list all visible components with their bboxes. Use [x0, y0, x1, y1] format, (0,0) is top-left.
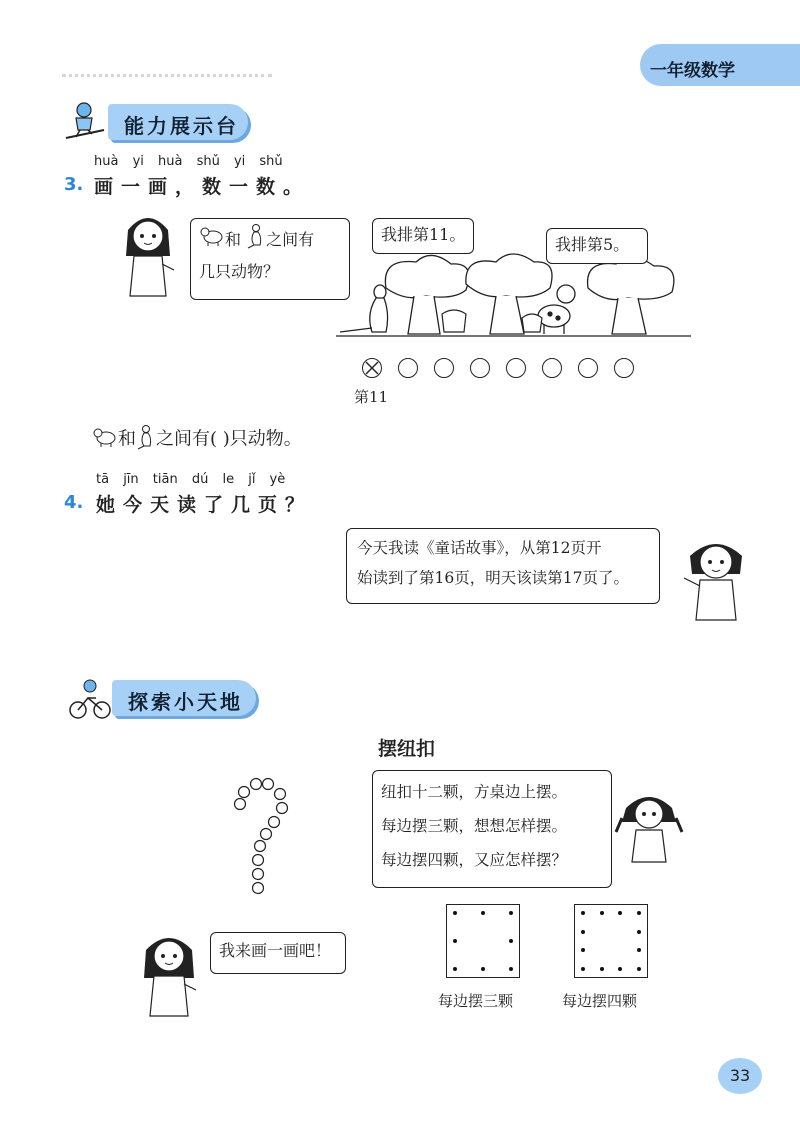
- draw-speech-text: 我来画一画吧！: [219, 941, 332, 960]
- answer-circle[interactable]: [470, 358, 490, 378]
- fill-and: 和: [118, 428, 136, 450]
- speech-and: 和: [225, 230, 242, 249]
- button-dot: [637, 948, 641, 952]
- dog-icon: [199, 225, 225, 256]
- bicycle-icon: [66, 676, 114, 724]
- grade-label: 一年级数学: [650, 61, 735, 81]
- button-dot: [618, 911, 622, 915]
- answer-circle-row: [362, 358, 652, 380]
- girl-figure: [138, 928, 200, 1022]
- button-dot: [481, 911, 485, 915]
- speech-bubble-5: [546, 228, 648, 264]
- answer-circle[interactable]: [542, 358, 562, 378]
- q3-fill-line: [92, 424, 302, 455]
- explore-title: 摆纽扣: [378, 738, 436, 760]
- q3-number: 3.: [64, 174, 84, 195]
- speech-11-text: 我排第11。: [381, 225, 466, 244]
- answer-circle[interactable]: [578, 358, 598, 378]
- answer-circle[interactable]: [614, 358, 634, 378]
- q4-speech-line2: 始读到了第16页，明天该读第17页了。: [357, 569, 629, 587]
- speech-tail: 之间有: [266, 230, 315, 249]
- answer-circle[interactable]: [434, 358, 454, 378]
- explore-speech-line: 纽扣十二颗，方桌边上摆。: [381, 783, 568, 801]
- speech-bubble-11: [372, 218, 474, 254]
- fill-text[interactable]: 之间有( )只动物。: [156, 428, 302, 450]
- q4-speech-line1: 今天我读《童话故事》，从第12页开: [357, 539, 602, 557]
- q3-girl-speech-bubble: [190, 218, 350, 300]
- girl-figure: [118, 208, 178, 304]
- caption-four: 每边摆四颗: [562, 992, 638, 1010]
- button-dot: [509, 939, 513, 943]
- section-title-ability: 能力展示台: [124, 114, 239, 138]
- header-dotted-rule: [62, 74, 272, 77]
- speech-line2: 几只动物？: [199, 262, 280, 281]
- explore-speech-line: 每边摆三颗，想想怎样摆。: [381, 817, 568, 835]
- q4-speech-bubble: [346, 528, 660, 604]
- speech-5-text: 我排第5。: [555, 235, 630, 254]
- q4-question: 她今天读了几页？: [96, 494, 313, 516]
- kangaroo-icon: [246, 223, 266, 258]
- button-dot: [453, 911, 457, 915]
- girl-figure: [616, 788, 682, 868]
- square-four-per-side: [574, 904, 648, 978]
- skier-icon: [62, 100, 110, 148]
- q3-question: 画一画，数一数。: [94, 176, 311, 198]
- button-dot: [581, 930, 585, 934]
- draw-speech-bubble: [210, 932, 346, 974]
- button-dot: [581, 967, 585, 971]
- explore-speech-line: 每边摆四颗，又应怎样摆？: [381, 851, 568, 869]
- button-dot: [453, 939, 457, 943]
- girl-figure: [676, 534, 756, 630]
- dog-icon: [92, 426, 118, 453]
- button-dot: [637, 930, 641, 934]
- tree-3: [588, 257, 674, 334]
- square-three-per-side: [446, 904, 520, 978]
- q4-number: 4.: [64, 492, 84, 513]
- explore-speech-bubble: [372, 770, 612, 888]
- section-title-explore: 探索小天地: [128, 690, 243, 714]
- button-dot: [637, 911, 641, 915]
- caption-three: 每边摆三颗: [438, 992, 514, 1010]
- answer-circle[interactable]: [506, 358, 526, 378]
- button-dot: [481, 967, 485, 971]
- label-11: 第11: [354, 388, 389, 406]
- crossed-circle: [362, 358, 382, 378]
- page-number: 33: [718, 1058, 762, 1094]
- button-dot: [637, 967, 641, 971]
- button-dot: [581, 948, 585, 952]
- kangaroo: [340, 285, 388, 332]
- q3-pinyin: huà yi huà shǔ yi shǔ: [94, 154, 283, 169]
- button-dot: [600, 967, 604, 971]
- q4-pinyin: tā jīn tiān dú le jǐ yè: [96, 472, 286, 487]
- button-dot: [509, 911, 513, 915]
- kangaroo-icon: [136, 424, 156, 455]
- button-dot: [600, 911, 604, 915]
- button-dot: [453, 967, 457, 971]
- button-dot: [581, 911, 585, 915]
- button-dot: [509, 967, 513, 971]
- button-dot: [618, 967, 622, 971]
- answer-circle[interactable]: [398, 358, 418, 378]
- button-question-mark: [226, 776, 296, 900]
